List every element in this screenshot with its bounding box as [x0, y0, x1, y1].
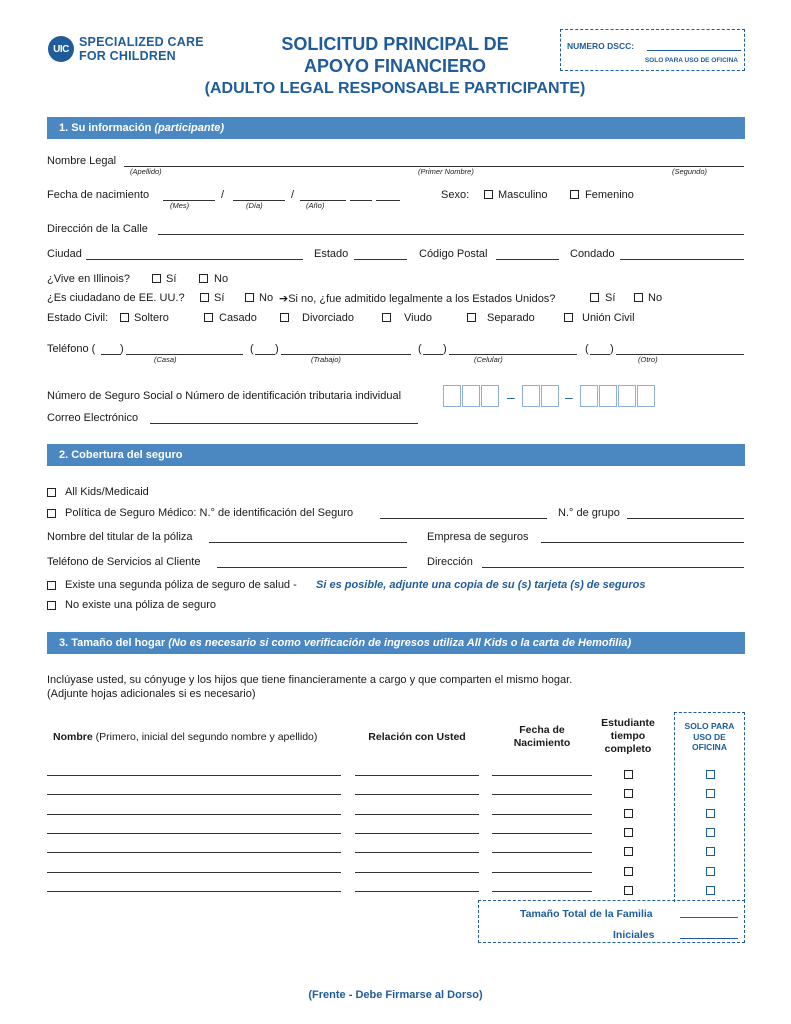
- page-title: [230, 33, 560, 77]
- household-instruction-1: Inclúyase usted, su cónyuge y los hijos que tiene financieramente a cargo y que comparten el mismo hogar.: [47, 674, 573, 686]
- office-use-checkbox[interactable]: [706, 867, 715, 876]
- family-total-box: [478, 900, 745, 943]
- family-total-label: Tamaño Total de la Familia: [520, 908, 653, 920]
- widowed-label: Viudo: [404, 312, 432, 324]
- household-name-line[interactable]: [47, 794, 341, 795]
- phone-cell-area-line[interactable]: [423, 354, 443, 355]
- ssn-label: Número de Seguro Social o Número de identificación tributaria individual: [47, 390, 402, 402]
- ssn-digit-box[interactable]: [522, 385, 540, 407]
- sex-label: Sexo:: [441, 189, 470, 201]
- phone-other-close-paren: ): [610, 343, 614, 355]
- household-name-line[interactable]: [47, 891, 341, 892]
- dscc-label: NUMERO DSCC:: [567, 41, 635, 51]
- phone-cell-line[interactable]: [449, 354, 577, 355]
- ssn-digit-box[interactable]: [481, 385, 499, 407]
- state-label: Estado: [314, 248, 349, 260]
- citizen-label: ¿Es ciudadano de EE. UU.?: [47, 292, 185, 304]
- col-name-header: [53, 731, 317, 743]
- illinois-yes-checkbox[interactable]: [152, 274, 161, 283]
- holder-label: Nombre del titular de la póliza: [47, 531, 193, 543]
- second-policy-checkbox[interactable]: [47, 581, 56, 590]
- household-relation-line[interactable]: [355, 891, 479, 892]
- office-use-checkbox[interactable]: [706, 847, 715, 856]
- married-checkbox[interactable]: [204, 313, 213, 322]
- col-name-rest: (Primero, inicial del segundo nombre y apellido): [95, 731, 318, 743]
- footer-note: (Frente - Debe Firmarse al Dorso): [308, 989, 483, 1001]
- cell-caption: (Celular): [474, 355, 503, 364]
- ssn-input: [443, 385, 499, 407]
- household-birth-line[interactable]: [492, 852, 592, 853]
- city-label: Ciudad: [47, 248, 82, 260]
- col-birth-header: [492, 724, 592, 750]
- email-label: Correo Electrónico: [47, 412, 139, 424]
- male-checkbox[interactable]: [484, 190, 493, 199]
- section1-title-italic: (participante): [154, 122, 225, 134]
- admitted-no-label: No: [648, 292, 663, 304]
- household-relation-line[interactable]: [355, 814, 479, 815]
- family-total-line[interactable]: [680, 917, 738, 918]
- state-line[interactable]: [354, 259, 407, 260]
- office-use-checkbox[interactable]: [706, 886, 715, 895]
- company-label: Empresa de seguros: [427, 531, 529, 543]
- office-use-checkbox[interactable]: [706, 789, 715, 798]
- household-birth-line[interactable]: [492, 775, 592, 776]
- col-student-line3: completo: [604, 743, 652, 755]
- citizen-no-checkbox[interactable]: [245, 293, 254, 302]
- slash-2: /: [291, 189, 295, 201]
- section1-title: 1. Su información: [59, 122, 152, 134]
- uic-logo: UIC: [48, 36, 74, 62]
- civil-union-checkbox[interactable]: [564, 313, 573, 322]
- citizen-no-label: No: [259, 292, 274, 304]
- birth-date-label: Fecha de nacimiento: [47, 189, 150, 201]
- ssn-digit-box[interactable]: [443, 385, 461, 407]
- student-checkbox[interactable]: [624, 886, 633, 895]
- office-only-label: SOLO PARA USO DE OFICINA: [644, 57, 738, 64]
- office-dscc-box: [560, 29, 745, 71]
- col-office-line3: OFICINA: [692, 742, 727, 752]
- col-office-line1: SOLO PARA: [684, 721, 735, 731]
- ssn-digit-box[interactable]: [541, 385, 559, 407]
- group-label: N.° de grupo: [558, 507, 620, 519]
- phone-work-close-paren: ): [275, 343, 279, 355]
- illinois-yes-label: Sí: [166, 273, 177, 285]
- other-caption: (Otro): [638, 355, 658, 364]
- divorced-label: Divorciado: [302, 312, 354, 324]
- office-use-checkbox[interactable]: [706, 770, 715, 779]
- col-birth-line1: Fecha de: [519, 724, 565, 736]
- home-caption: (Casa): [154, 355, 177, 364]
- no-policy-label: No existe una póliza de seguro: [65, 599, 217, 611]
- policy-label: Política de Seguro Médico: N.° de identificación del Seguro: [65, 507, 354, 519]
- insurer-address-line[interactable]: [482, 567, 744, 568]
- street-line[interactable]: [158, 234, 744, 235]
- col-birth-line2: Nacimiento: [513, 737, 571, 749]
- live-illinois-label: ¿Vive en Illinois?: [47, 273, 130, 285]
- male-label: Masculino: [498, 189, 548, 201]
- company-line[interactable]: [541, 542, 744, 543]
- section3-title: 3. Tamaño del hogar: [59, 637, 166, 649]
- civil-union-label: Unión Civil: [582, 312, 635, 324]
- zip-line[interactable]: [496, 259, 559, 260]
- policy-checkbox[interactable]: [47, 509, 56, 518]
- household-birth-line[interactable]: [492, 794, 592, 795]
- household-name-line[interactable]: [47, 814, 341, 815]
- insurer-phone-label: Teléfono de Servicios al Cliente: [47, 556, 201, 568]
- initials-line[interactable]: [680, 938, 738, 939]
- logo-text: [79, 35, 204, 63]
- phone-work-area-line[interactable]: [255, 354, 275, 355]
- zip-label: Código Postal: [419, 248, 488, 260]
- phone-home-line[interactable]: [126, 354, 243, 355]
- initials-label: Iniciales: [613, 929, 655, 941]
- single-label: Soltero: [134, 312, 169, 324]
- admitted-yes-checkbox[interactable]: [590, 293, 599, 302]
- middle-name-caption: (Segundo): [672, 167, 708, 176]
- insurer-phone-line[interactable]: [217, 567, 407, 568]
- phone-label: Teléfono (: [47, 343, 96, 355]
- phone-work-open-paren: (: [250, 343, 254, 355]
- section3-title-italic: (No es necesario si como verificación de ingresos utiliza All Kids o la carta de Hemofilia): [168, 637, 632, 649]
- title-line1: SOLICITUD PRINCIPAL DE: [281, 34, 509, 54]
- household-name-line[interactable]: [47, 833, 341, 834]
- col-relation-header: Relación con Usted: [368, 731, 466, 743]
- allkids-label: All Kids/Medicaid: [65, 486, 149, 498]
- divorced-checkbox[interactable]: [280, 313, 289, 322]
- admitted-label: ➔Si no, ¿fue admitido legalmente a los Estados Unidos?: [279, 293, 556, 305]
- col-student-line1: Estudiante: [601, 717, 655, 729]
- legal-name-label: Nombre Legal: [47, 155, 117, 167]
- household-birth-line[interactable]: [492, 872, 592, 873]
- logo-line2: FOR CHILDREN: [79, 49, 176, 63]
- admitted-no-checkbox[interactable]: [634, 293, 643, 302]
- household-birth-line[interactable]: [492, 814, 592, 815]
- separated-checkbox[interactable]: [467, 313, 476, 322]
- street-label: Dirección de la Calle: [47, 223, 148, 235]
- apellido-caption: (Apellido): [130, 167, 162, 176]
- phone-other-line[interactable]: [616, 354, 744, 355]
- household-relation-line[interactable]: [355, 833, 479, 834]
- widowed-checkbox[interactable]: [382, 313, 391, 322]
- day-caption: (Día): [246, 201, 263, 210]
- phone-cell-open-paren: (: [418, 343, 422, 355]
- phone-cell-close-paren: ): [443, 343, 447, 355]
- illinois-no-checkbox[interactable]: [199, 274, 208, 283]
- phone-other-open-paren: (: [585, 343, 589, 355]
- admitted-yes-label: Sí: [605, 292, 616, 304]
- household-relation-line[interactable]: [355, 794, 479, 795]
- work-caption: (Trabajo): [311, 355, 341, 364]
- group-line[interactable]: [627, 518, 744, 519]
- county-line[interactable]: [620, 259, 744, 260]
- title-line2: APOYO FINANCIERO: [303, 56, 486, 76]
- ssn-digit-box[interactable]: [618, 385, 636, 407]
- student-checkbox[interactable]: [624, 789, 633, 798]
- phone-home-close-paren: ): [120, 343, 124, 355]
- ssn-digit-box[interactable]: [599, 385, 617, 407]
- student-checkbox[interactable]: [624, 770, 633, 779]
- phone-home-area-line[interactable]: [101, 354, 121, 355]
- illinois-no-label: No: [214, 273, 229, 285]
- married-label: Casado: [219, 312, 257, 324]
- no-policy-checkbox[interactable]: [47, 601, 56, 610]
- household-name-line[interactable]: [47, 852, 341, 853]
- student-checkbox[interactable]: [624, 809, 633, 818]
- section2-header: 2. Cobertura del seguro: [47, 444, 745, 466]
- policy-id-line[interactable]: [380, 518, 547, 519]
- ssn-input-2: [522, 385, 559, 407]
- household-relation-line[interactable]: [355, 852, 479, 853]
- logo-line1: SPECIALIZED CARE: [79, 35, 204, 49]
- ssn-input-3: [580, 385, 655, 407]
- office-use-checkbox[interactable]: [706, 828, 715, 837]
- birth-year-line-2[interactable]: [350, 200, 372, 201]
- separated-label: Separado: [487, 312, 535, 324]
- city-line[interactable]: [86, 259, 303, 260]
- slash-1: /: [221, 189, 225, 201]
- col-office-line2: USO DE: [693, 731, 726, 742]
- civil-status-label: Estado Civil:: [47, 312, 109, 324]
- page-subtitle: (ADULTO LEGAL RESPONSABLE PARTICIPANTE): [204, 80, 586, 97]
- student-checkbox[interactable]: [624, 847, 633, 856]
- col-name-bold: Nombre: [53, 731, 93, 743]
- student-checkbox[interactable]: [624, 828, 633, 837]
- month-caption: (Mes): [170, 201, 190, 210]
- year-caption: (Año): [306, 201, 325, 210]
- phone-work-line[interactable]: [281, 354, 411, 355]
- col-student-header: [596, 717, 660, 756]
- ssn-digit-box[interactable]: [637, 385, 655, 407]
- ssn-digit-box[interactable]: [462, 385, 480, 407]
- holder-line[interactable]: [209, 542, 407, 543]
- birth-year-line-3[interactable]: [376, 200, 400, 201]
- ssn-dash-1: –: [507, 389, 515, 405]
- dscc-input-line[interactable]: [647, 50, 741, 51]
- first-name-caption: (Primer Nombre): [418, 167, 474, 176]
- single-checkbox[interactable]: [120, 313, 129, 322]
- section3-header: [47, 632, 745, 654]
- household-name-line[interactable]: [47, 872, 341, 873]
- student-checkbox[interactable]: [624, 867, 633, 876]
- ssn-digit-box[interactable]: [580, 385, 598, 407]
- section1-header: [47, 117, 745, 139]
- office-use-checkbox[interactable]: [706, 809, 715, 818]
- phone-other-area-line[interactable]: [590, 354, 610, 355]
- household-instruction-2: (Adjunte hojas adicionales si es necesario): [47, 688, 256, 700]
- citizen-yes-checkbox[interactable]: [200, 293, 209, 302]
- household-birth-line[interactable]: [492, 891, 592, 892]
- second-policy-note: Si es posible, adjunte una copia de su (s) tarjeta (s) de seguros: [316, 579, 646, 591]
- insurer-address-label: Dirección: [427, 556, 473, 568]
- allkids-checkbox[interactable]: [47, 488, 56, 497]
- female-checkbox[interactable]: [570, 190, 579, 199]
- household-relation-line[interactable]: [355, 872, 479, 873]
- household-relation-line[interactable]: [355, 775, 479, 776]
- email-line[interactable]: [150, 423, 418, 424]
- second-policy-label: Existe una segunda póliza de seguro de salud -: [65, 579, 297, 591]
- household-name-line[interactable]: [47, 775, 341, 776]
- female-label: Femenino: [585, 189, 634, 201]
- col-student-line2: tiempo: [610, 730, 646, 742]
- citizen-yes-label: Sí: [214, 292, 225, 304]
- household-birth-line[interactable]: [492, 833, 592, 834]
- county-label: Condado: [570, 248, 615, 260]
- ssn-dash-2: –: [565, 389, 573, 405]
- col-office-header: [676, 721, 743, 753]
